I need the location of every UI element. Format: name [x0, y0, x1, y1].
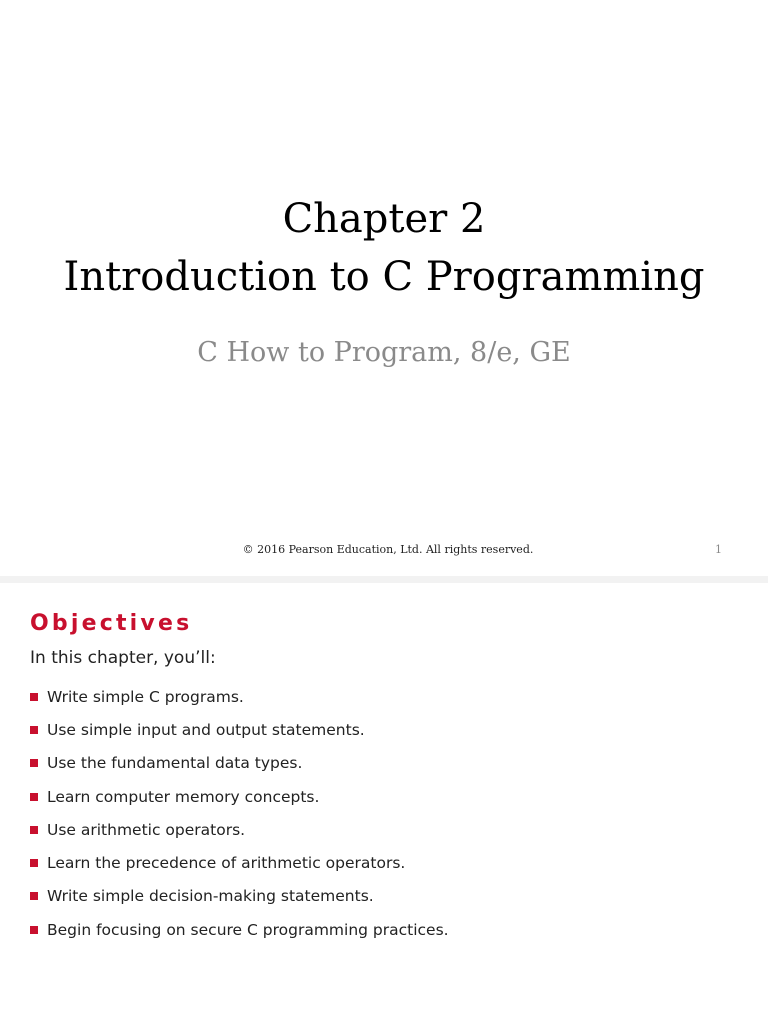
- chapter-number-title: Chapter 2: [282, 196, 486, 242]
- square-bullet-icon: [30, 859, 38, 867]
- book-subtitle: C How to Program, 8/e, GE: [197, 337, 571, 368]
- square-bullet-icon: [30, 793, 38, 801]
- square-bullet-icon: [30, 726, 38, 734]
- slide-divider: [0, 576, 768, 583]
- objectives-list: [30, 680, 449, 946]
- list-item-text: Write simple decision-making statements.: [47, 887, 374, 906]
- list-item-text: Use simple input and output statements.: [47, 720, 365, 739]
- objectives-slide: [0, 583, 768, 1024]
- list-item: [30, 680, 449, 713]
- chapter-name-title: Introduction to C Programming: [63, 254, 705, 300]
- list-item-text: Learn the precedence of arithmetic operators.: [47, 854, 406, 873]
- square-bullet-icon: [30, 926, 38, 934]
- list-item-text: Begin focusing on secure C programming practices.: [47, 920, 449, 939]
- objectives-intro: In this chapter, you’ll:: [30, 648, 216, 668]
- list-item-text: Learn computer memory concepts.: [47, 787, 320, 806]
- objectives-heading: Objectives: [30, 611, 193, 636]
- list-item-text: Use the fundamental data types.: [47, 754, 303, 773]
- slide-title: [0, 190, 768, 306]
- list-item: [30, 913, 449, 946]
- list-item: [30, 880, 449, 913]
- list-item-text: Write simple C programs.: [47, 687, 244, 706]
- square-bullet-icon: [30, 892, 38, 900]
- square-bullet-icon: [30, 693, 38, 701]
- list-item: [30, 780, 449, 813]
- square-bullet-icon: [30, 826, 38, 834]
- square-bullet-icon: [30, 759, 38, 767]
- list-item: [30, 713, 449, 746]
- list-item: [30, 747, 449, 780]
- page-number: 1: [715, 543, 722, 556]
- list-item: [30, 846, 449, 879]
- list-item-text: Use arithmetic operators.: [47, 820, 246, 839]
- list-item: [30, 813, 449, 846]
- copyright-notice: © 2016 Pearson Education, Ltd. All rights reserved.: [242, 543, 534, 556]
